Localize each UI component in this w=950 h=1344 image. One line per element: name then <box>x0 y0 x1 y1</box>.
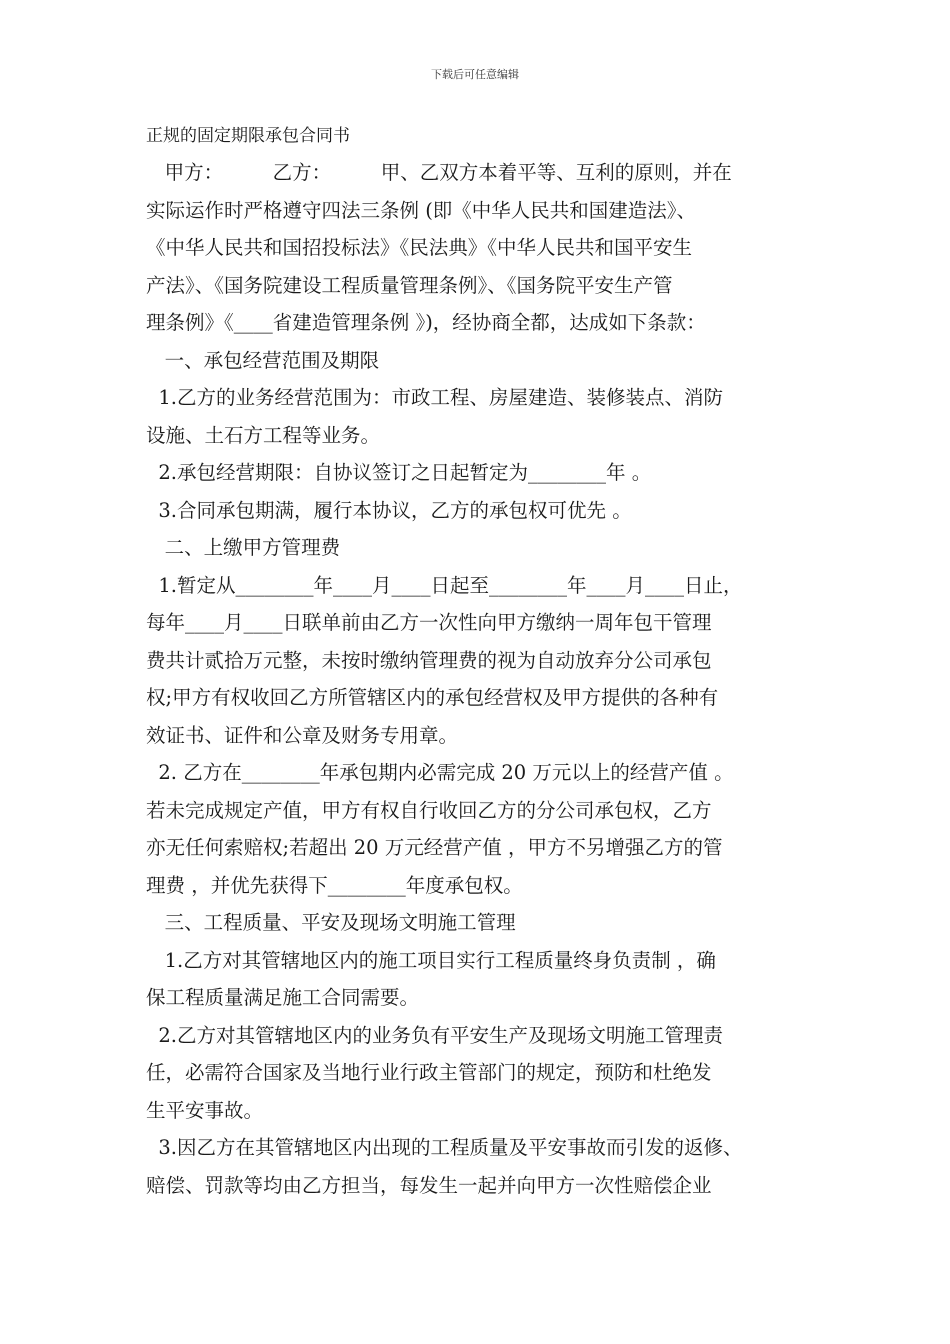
text-line: 亦无任何索赔权;若超出 20 万元经营产值 ，甲方不另增强乙方的管 <box>146 836 723 859</box>
text-line: 3.因乙方在其管辖地区内出现的工程质量及平安事故而引发的返修、 <box>146 1136 743 1159</box>
text-line: 效证书、证件和公章及财务专用章。 <box>146 723 459 747</box>
text-line: 2. 乙方在________年承包期内必需完成 20 万元以上的经营产值 。 <box>146 761 734 784</box>
text-line: 3.合同承包期满，履行本协议，乙方的承包权可优先 。 <box>146 498 632 522</box>
text-line: 产法》、《国务院建设工程质量管理条例》、《国务院平安生产管 <box>146 273 673 297</box>
text-line: 权;甲方有权收回乙方所管辖区内的承包经营权及甲方提供的各种有 <box>146 686 719 709</box>
text-line: 2.乙方对其管辖地区内的业务负有平安生产及现场文明施工管理责 <box>146 1023 724 1047</box>
text-line: 每年____月____日联单前由乙方一次性向甲方缴纳一周年包干管理 <box>146 611 712 634</box>
text-line: 甲方： 乙方： 甲、乙双方本着平等、互利的原则，并在 <box>146 161 732 184</box>
text-line: 2.承包经营期限：自协议签订之日起暂定为________年 。 <box>146 461 652 484</box>
text-line: 设施、土石方工程等业务。 <box>146 423 381 447</box>
text-line: 三、工程质量、平安及现场文明施工管理 <box>146 911 516 934</box>
text-line: 《中华人民共和国招投标法》《民法典》《中华人民共和国平安生 <box>146 236 693 259</box>
document-body <box>146 118 816 1204</box>
document-text <box>146 154 816 1204</box>
text-line: 1.暂定从________年____月____日起至________年____月____日止， <box>146 573 743 597</box>
text-line: 二、上缴甲方管理费 <box>146 536 341 559</box>
document-title: 正规的固定期限承包合同书 <box>146 126 350 146</box>
text-line: 任，必需符合国家及当地行业行政主管部门的规定，预防和杜绝发 <box>146 1061 712 1084</box>
page-header-note: 下载后可任意编辑 <box>431 68 519 81</box>
text-line: 一、承包经营范围及期限 <box>146 348 380 372</box>
text-line: 赔偿、罚款等均由乙方担当，每发生一起并向甲方一次性赔偿企业 <box>146 1173 712 1197</box>
text-line: 若未完成规定产值，甲方有权自行收回乙方的分公司承包权，乙方 <box>146 798 712 822</box>
text-line: 理费 ，并优先获得下________年度承包权。 <box>146 873 523 897</box>
text-line: 1.乙方的业务经营范围为：市政工程、房屋建造、装修装点、消防 <box>146 386 724 409</box>
text-line: 生平安事故。 <box>146 1098 264 1122</box>
text-line: 1.乙方对其管辖地区内的施工项目实行工程质量终身负责制 ，确 <box>146 948 716 972</box>
text-line: 实际运作时严格遵守四法三条例 (即《中华人民共和国建造法》、 <box>146 198 697 222</box>
text-line: 理条例》《____省建造管理条例 》)，经协商全都，达成如下条款： <box>146 311 706 334</box>
text-line: 保工程质量满足施工合同需要。 <box>146 986 420 1009</box>
text-line: 费共计贰拾万元整，未按时缴纳管理费的视为自动放弃分公司承包 <box>146 648 712 672</box>
